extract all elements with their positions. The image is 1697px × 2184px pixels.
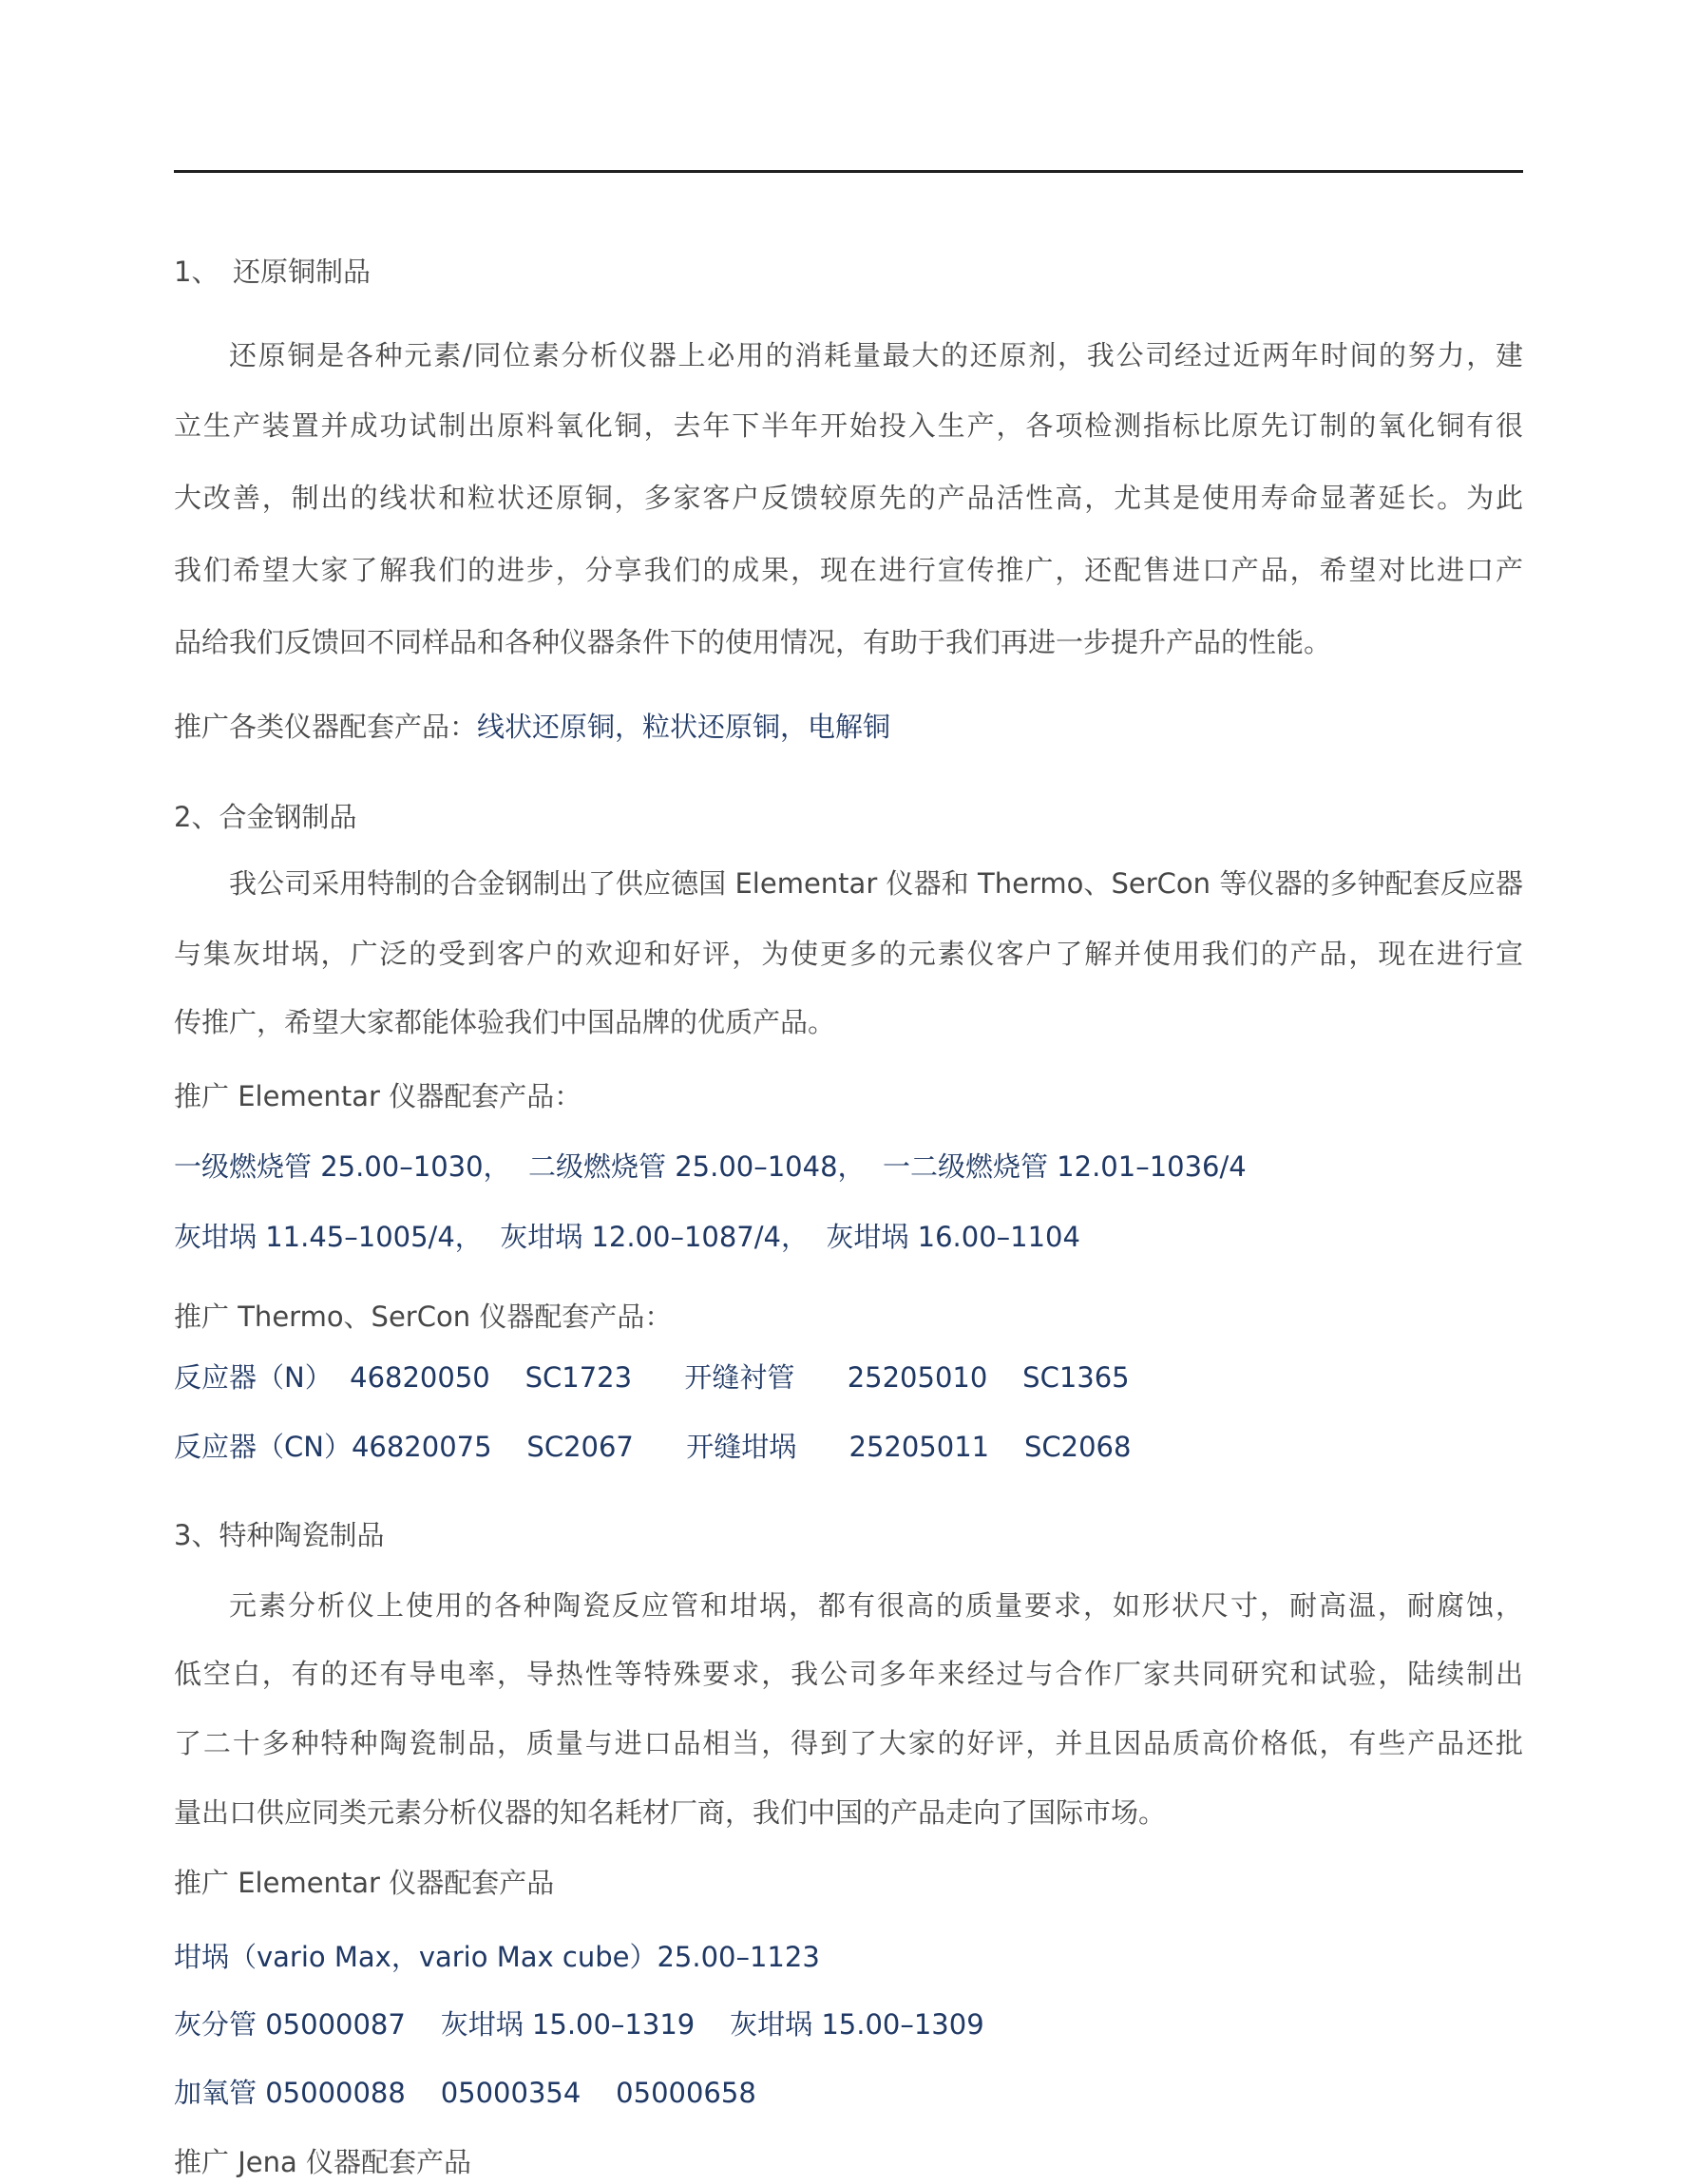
section-3-paragraph-line: 了二十多种特种陶瓷制品，质量与进口品相当，得到了大家的好评，并且因品质高价格低，有些产品还批 bbox=[174, 1727, 1523, 1759]
product-code-line: 灰坩埚 11.45–1005/4， 灰坩埚 12.00–1087/4， 灰坩埚 16.00–1104 bbox=[174, 1221, 1080, 1253]
product-code-line: 加氧管 05000088 05000354 05000658 bbox=[174, 2077, 756, 2109]
section-3-paragraph-line: 元素分析仪上使用的各种陶瓷反应管和坩埚，都有很高的质量要求，如形状尺寸，耐高温，耐腐蚀， bbox=[229, 1589, 1523, 1622]
section-1-paragraph-line: 还原铜是各种元素/同位素分析仪器上必用的消耗量最大的还原剂，我公司经过近两年时间的努力，建 bbox=[229, 339, 1523, 371]
section-2-paragraph-line: 与集灰坩埚，广泛的受到客户的欢迎和好评，为使更多的元素仪客户了解并使用我们的产品，现在进行宣 bbox=[174, 938, 1523, 970]
elementar-products-label-2: 推广 Elementar 仪器配套产品 bbox=[174, 1867, 555, 1899]
header-rule bbox=[174, 170, 1523, 173]
section-2-paragraph-line: 传推广，希望大家都能体验我们中国品牌的优质产品。 bbox=[174, 1006, 836, 1038]
product-code-line: 一级燃烧管 25.00–1030， 二级燃烧管 25.00–1048， 一二级燃烧管 12.01–1036/4 bbox=[174, 1150, 1247, 1183]
product-code-line: 坩埚（vario Max，vario Max cube）25.00–1123 bbox=[174, 1941, 820, 1973]
product-code-line: 反应器（CN）46820075 SC2067 开缝坩埚 25205011 SC2068 bbox=[174, 1431, 1132, 1463]
section-3-heading: 3、特种陶瓷制品 bbox=[174, 1519, 385, 1551]
promo-products: 线状还原铜，粒状还原铜，电解铜 bbox=[477, 711, 891, 743]
section-2-paragraph-line: 我公司采用特制的合金钢制出了供应德国 Elementar 仪器和 Thermo、SerCon 等仪器的多钟配套反应器 bbox=[229, 867, 1523, 900]
section-1-paragraph-line: 我们希望大家了解我们的进步，分享我们的成果，现在进行宣传推广，还配售进口产品，希望对比进口产 bbox=[174, 554, 1523, 586]
section-1-heading: 1、 还原铜制品 bbox=[174, 256, 371, 288]
section-2-heading: 2、合金钢制品 bbox=[174, 801, 357, 833]
section-1-paragraph-line: 立生产装置并成功试制出原料氧化铜，去年下半年开始投入生产，各项检测指标比原先订制的氧化铜有很 bbox=[174, 409, 1523, 442]
section-1-paragraph-line: 品给我们反馈回不同样品和各种仪器条件下的使用情况，有助于我们再进一步提升产品的性能。 bbox=[174, 626, 1332, 658]
section-1-promo-line bbox=[174, 710, 1523, 744]
elementar-products-label: 推广 Elementar 仪器配套产品： bbox=[174, 1080, 582, 1112]
product-code-line: 反应器（N） 46820050 SC1723 开缝衬管 25205010 SC1365 bbox=[174, 1361, 1130, 1394]
promo-label: 推广各类仪器配套产品： bbox=[174, 711, 478, 743]
jena-products-label: 推广 Jena 仪器配套产品 bbox=[174, 2146, 471, 2178]
thermo-sercon-products-label: 推广 Thermo、SerCon 仪器配套产品： bbox=[174, 1301, 673, 1333]
product-code-line: 灰分管 05000087 灰坩埚 15.00–1319 灰坩埚 15.00–1309 bbox=[174, 2008, 984, 2041]
section-3-paragraph-line: 量出口供应同类元素分析仪器的知名耗材厂商，我们中国的产品走向了国际市场。 bbox=[174, 1796, 1167, 1829]
section-3-paragraph-line: 低空白，有的还有导电率，导热性等特殊要求，我公司多年来经过与合作厂家共同研究和试验，陆续制出 bbox=[174, 1658, 1523, 1690]
section-1-paragraph-line: 大改善，制出的线状和粒状还原铜，多家客户反馈较原先的产品活性高，尤其是使用寿命显著延长。为此 bbox=[174, 482, 1523, 514]
